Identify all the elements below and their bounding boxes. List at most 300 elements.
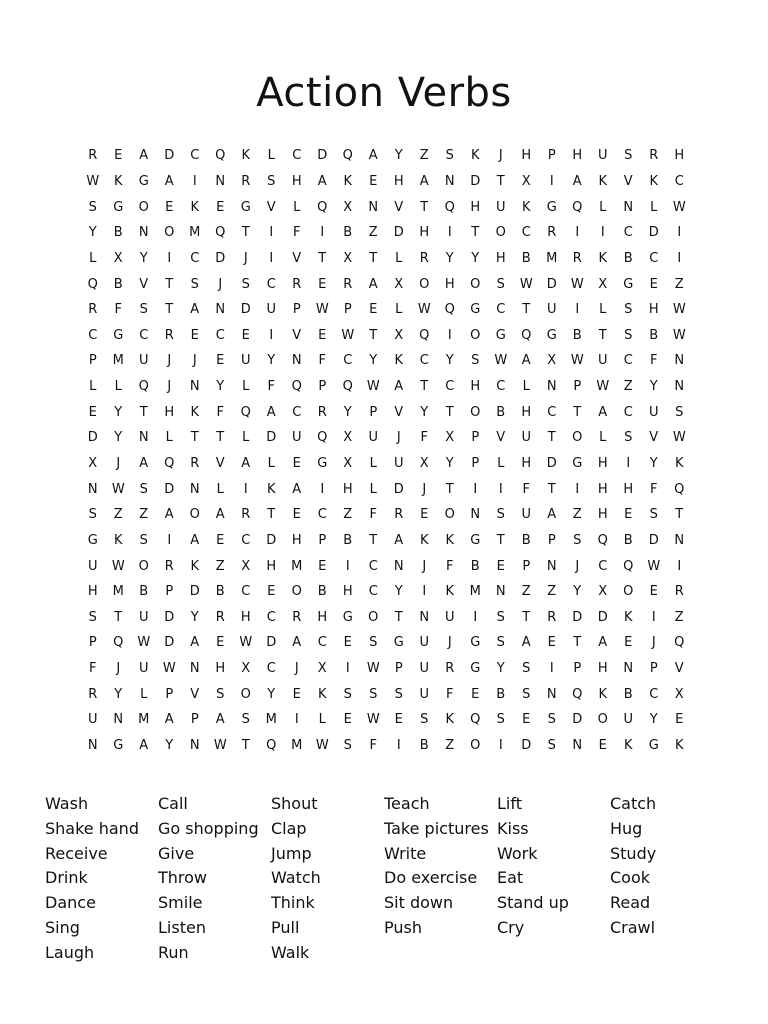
grid-letter[interactable]: T: [445, 404, 454, 420]
grid-letter[interactable]: J: [651, 635, 656, 651]
grid-letter[interactable]: I: [167, 250, 172, 266]
grid-letter[interactable]: R: [292, 276, 302, 292]
grid-letter[interactable]: W: [672, 302, 686, 318]
grid-letter[interactable]: E: [292, 507, 301, 523]
grid-letter[interactable]: R: [292, 609, 302, 625]
grid-letter[interactable]: K: [598, 686, 608, 702]
grid-letter[interactable]: F: [650, 353, 658, 369]
grid-letter[interactable]: X: [113, 250, 123, 266]
grid-letter[interactable]: Q: [444, 302, 455, 318]
grid-letter[interactable]: C: [88, 327, 98, 343]
grid-letter[interactable]: T: [573, 404, 582, 420]
grid-letter[interactable]: S: [88, 507, 97, 523]
grid-letter[interactable]: E: [649, 584, 658, 600]
grid-letter[interactable]: E: [318, 558, 327, 574]
grid-letter[interactable]: Z: [139, 507, 149, 523]
grid-letter[interactable]: V: [394, 199, 404, 215]
grid-letter[interactable]: Z: [572, 507, 582, 523]
grid-letter[interactable]: I: [192, 173, 197, 189]
grid-letter[interactable]: U: [240, 353, 251, 369]
grid-letter[interactable]: S: [343, 686, 352, 702]
grid-letter[interactable]: Y: [369, 353, 378, 369]
grid-letter[interactable]: Q: [87, 276, 98, 292]
grid-letter[interactable]: D: [164, 635, 175, 651]
grid-letter[interactable]: P: [547, 532, 556, 548]
grid-letter[interactable]: Q: [266, 738, 277, 754]
grid-letter[interactable]: H: [648, 302, 659, 318]
grid-letter[interactable]: E: [598, 738, 607, 754]
grid-letter[interactable]: S: [649, 507, 658, 523]
grid-letter[interactable]: D: [87, 430, 98, 446]
grid-letter[interactable]: L: [369, 481, 377, 497]
grid-letter[interactable]: S: [420, 712, 429, 728]
grid-letter[interactable]: I: [294, 712, 299, 728]
grid-letter[interactable]: H: [393, 173, 404, 189]
grid-letter[interactable]: T: [165, 276, 174, 292]
grid-letter[interactable]: E: [369, 302, 378, 318]
grid-letter[interactable]: M: [112, 353, 124, 369]
grid-letter[interactable]: C: [343, 353, 353, 369]
grid-letter[interactable]: Q: [215, 148, 226, 164]
grid-letter[interactable]: G: [138, 173, 149, 189]
grid-letter[interactable]: N: [674, 379, 685, 395]
grid-letter[interactable]: A: [521, 353, 531, 369]
grid-letter[interactable]: I: [167, 532, 172, 548]
grid-letter[interactable]: U: [419, 635, 429, 651]
grid-letter[interactable]: H: [470, 379, 481, 395]
grid-letter[interactable]: K: [445, 584, 455, 600]
grid-letter[interactable]: T: [496, 532, 505, 548]
grid-letter[interactable]: T: [675, 507, 684, 523]
grid-letter[interactable]: C: [241, 584, 251, 600]
grid-letter[interactable]: E: [624, 635, 633, 651]
grid-letter[interactable]: D: [317, 148, 328, 164]
grid-letter[interactable]: I: [651, 609, 656, 625]
grid-letter[interactable]: X: [521, 173, 531, 189]
grid-letter[interactable]: P: [318, 532, 327, 548]
grid-letter[interactable]: A: [521, 635, 531, 651]
grid-letter[interactable]: G: [113, 738, 124, 754]
grid-letter[interactable]: H: [291, 173, 302, 189]
grid-letter[interactable]: R: [572, 250, 582, 266]
grid-letter[interactable]: O: [419, 276, 430, 292]
grid-letter[interactable]: A: [139, 456, 149, 471]
grid-letter[interactable]: V: [649, 430, 659, 446]
grid-letter[interactable]: C: [521, 225, 531, 241]
grid-letter[interactable]: H: [215, 661, 226, 677]
grid-letter[interactable]: I: [498, 738, 503, 754]
grid-letter[interactable]: O: [368, 609, 379, 625]
grid-letter[interactable]: Q: [597, 532, 608, 548]
grid-letter[interactable]: T: [471, 225, 480, 241]
grid-letter[interactable]: F: [650, 481, 658, 497]
grid-letter[interactable]: Q: [342, 379, 353, 395]
grid-letter[interactable]: Z: [343, 507, 353, 523]
grid-letter[interactable]: I: [269, 327, 274, 343]
grid-letter[interactable]: H: [266, 558, 277, 574]
grid-letter[interactable]: V: [674, 661, 684, 677]
grid-letter[interactable]: I: [600, 225, 605, 241]
grid-letter[interactable]: M: [189, 225, 201, 241]
grid-letter[interactable]: E: [522, 712, 531, 728]
grid-letter[interactable]: L: [242, 379, 250, 395]
grid-letter[interactable]: V: [496, 430, 506, 446]
grid-letter[interactable]: H: [164, 404, 175, 420]
grid-letter[interactable]: W: [315, 302, 329, 318]
grid-letter[interactable]: M: [265, 712, 277, 728]
grid-letter[interactable]: V: [623, 173, 633, 189]
grid-letter[interactable]: Q: [240, 404, 251, 420]
grid-letter[interactable]: S: [471, 353, 480, 369]
grid-letter[interactable]: R: [445, 661, 455, 677]
grid-letter[interactable]: E: [649, 276, 658, 292]
grid-letter[interactable]: A: [598, 404, 608, 420]
grid-letter[interactable]: R: [394, 507, 404, 523]
grid-letter[interactable]: H: [87, 584, 98, 600]
grid-letter[interactable]: E: [216, 199, 225, 215]
grid-letter[interactable]: Y: [343, 404, 352, 420]
grid-letter[interactable]: M: [469, 584, 481, 600]
grid-letter[interactable]: S: [139, 532, 148, 548]
grid-letter[interactable]: T: [420, 199, 429, 215]
grid-letter[interactable]: V: [266, 199, 276, 215]
grid-letter[interactable]: N: [674, 532, 685, 548]
grid-letter[interactable]: L: [650, 199, 658, 215]
grid-letter[interactable]: S: [624, 327, 633, 343]
grid-letter[interactable]: C: [547, 404, 557, 420]
grid-letter[interactable]: H: [240, 609, 251, 625]
grid-letter[interactable]: N: [189, 481, 200, 497]
grid-letter[interactable]: L: [242, 430, 250, 446]
grid-letter[interactable]: A: [547, 507, 557, 523]
grid-letter[interactable]: N: [87, 481, 98, 497]
grid-letter[interactable]: K: [113, 173, 123, 189]
grid-letter[interactable]: Q: [113, 635, 124, 651]
grid-letter[interactable]: D: [215, 250, 226, 266]
grid-letter[interactable]: O: [597, 712, 608, 728]
grid-letter[interactable]: Y: [445, 250, 454, 266]
grid-letter[interactable]: A: [419, 173, 429, 189]
grid-letter[interactable]: I: [422, 584, 427, 600]
grid-letter[interactable]: B: [419, 738, 429, 754]
grid-letter[interactable]: X: [598, 584, 608, 600]
grid-letter[interactable]: W: [570, 353, 584, 369]
grid-letter[interactable]: B: [139, 584, 149, 600]
grid-letter[interactable]: J: [192, 353, 197, 369]
grid-letter[interactable]: L: [293, 199, 301, 215]
grid-letter[interactable]: A: [190, 302, 200, 318]
grid-letter[interactable]: T: [420, 379, 429, 395]
grid-letter[interactable]: V: [215, 456, 225, 471]
grid-letter[interactable]: L: [395, 302, 403, 318]
grid-letter[interactable]: P: [369, 404, 378, 420]
grid-letter[interactable]: A: [572, 173, 582, 189]
grid-letter[interactable]: P: [190, 712, 199, 728]
grid-letter[interactable]: L: [599, 430, 607, 446]
grid-letter[interactable]: A: [394, 532, 404, 548]
grid-letter[interactable]: F: [420, 430, 428, 446]
grid-letter[interactable]: A: [598, 635, 608, 651]
grid-letter[interactable]: X: [547, 353, 557, 369]
grid-letter[interactable]: Z: [623, 379, 633, 395]
grid-letter[interactable]: B: [215, 584, 225, 600]
grid-letter[interactable]: P: [88, 635, 97, 651]
grid-letter[interactable]: C: [623, 225, 633, 241]
grid-letter[interactable]: Y: [114, 430, 123, 446]
grid-letter[interactable]: C: [496, 302, 506, 318]
grid-letter[interactable]: R: [419, 250, 429, 266]
grid-letter[interactable]: L: [89, 379, 97, 395]
grid-letter[interactable]: I: [575, 225, 580, 241]
grid-letter[interactable]: B: [496, 686, 506, 702]
grid-letter[interactable]: Q: [317, 430, 328, 446]
grid-letter[interactable]: M: [138, 712, 150, 728]
grid-letter[interactable]: Y: [445, 456, 454, 471]
grid-letter[interactable]: I: [345, 558, 350, 574]
grid-letter[interactable]: I: [575, 481, 580, 497]
grid-letter[interactable]: B: [113, 276, 123, 292]
grid-letter[interactable]: N: [189, 379, 200, 395]
grid-letter[interactable]: O: [495, 225, 506, 241]
grid-letter[interactable]: D: [470, 173, 481, 189]
grid-letter[interactable]: Z: [419, 148, 429, 164]
grid-letter[interactable]: T: [241, 225, 250, 241]
grid-letter[interactable]: P: [318, 379, 327, 395]
grid-letter[interactable]: S: [369, 635, 378, 651]
grid-letter[interactable]: N: [138, 430, 149, 446]
grid-letter[interactable]: B: [623, 250, 633, 266]
grid-letter[interactable]: F: [293, 225, 301, 241]
grid-letter[interactable]: C: [317, 507, 327, 523]
grid-letter[interactable]: A: [139, 148, 149, 164]
grid-letter[interactable]: U: [138, 609, 149, 625]
grid-letter[interactable]: G: [113, 327, 124, 343]
grid-letter[interactable]: B: [649, 327, 659, 343]
grid-letter[interactable]: R: [241, 507, 251, 523]
grid-letter[interactable]: Y: [114, 686, 123, 702]
grid-letter[interactable]: P: [165, 686, 174, 702]
grid-letter[interactable]: N: [444, 173, 455, 189]
grid-letter[interactable]: U: [368, 430, 378, 446]
grid-letter[interactable]: U: [546, 302, 557, 318]
grid-letter[interactable]: O: [164, 225, 175, 241]
grid-letter[interactable]: N: [546, 379, 557, 395]
grid-letter[interactable]: U: [597, 353, 608, 369]
grid-letter[interactable]: Q: [674, 635, 685, 651]
grid-letter[interactable]: Q: [419, 327, 430, 343]
grid-letter[interactable]: G: [470, 302, 481, 318]
grid-letter[interactable]: N: [215, 302, 226, 318]
grid-letter[interactable]: T: [369, 532, 378, 548]
grid-letter[interactable]: D: [393, 481, 404, 497]
grid-letter[interactable]: P: [649, 661, 658, 677]
grid-letter[interactable]: Y: [496, 661, 505, 677]
grid-letter[interactable]: U: [648, 404, 659, 420]
grid-letter[interactable]: S: [547, 738, 556, 754]
grid-letter[interactable]: U: [87, 712, 98, 728]
grid-letter[interactable]: G: [470, 661, 481, 677]
grid-letter[interactable]: X: [598, 276, 608, 292]
grid-letter[interactable]: J: [575, 558, 580, 574]
grid-letter[interactable]: E: [292, 456, 301, 471]
grid-letter[interactable]: S: [343, 738, 352, 754]
grid-letter[interactable]: T: [139, 404, 148, 420]
grid-letter[interactable]: T: [114, 609, 123, 625]
grid-letter[interactable]: U: [266, 302, 276, 318]
grid-letter[interactable]: T: [165, 302, 174, 318]
grid-letter[interactable]: D: [572, 609, 583, 625]
grid-letter[interactable]: K: [113, 532, 123, 548]
grid-letter[interactable]: V: [394, 404, 404, 420]
grid-letter[interactable]: E: [114, 148, 123, 164]
grid-letter[interactable]: A: [368, 276, 378, 292]
grid-letter[interactable]: W: [213, 738, 227, 754]
grid-letter[interactable]: E: [471, 686, 480, 702]
grid-letter[interactable]: T: [190, 430, 199, 446]
grid-letter[interactable]: G: [546, 199, 557, 215]
grid-letter[interactable]: S: [216, 686, 225, 702]
grid-letter[interactable]: I: [677, 250, 682, 266]
grid-letter[interactable]: G: [470, 532, 481, 548]
grid-letter[interactable]: U: [87, 558, 98, 574]
grid-letter[interactable]: S: [547, 712, 556, 728]
grid-letter[interactable]: S: [267, 173, 276, 189]
grid-letter[interactable]: K: [317, 686, 327, 702]
grid-letter[interactable]: U: [623, 712, 633, 728]
grid-letter[interactable]: A: [215, 507, 225, 523]
grid-letter[interactable]: K: [190, 558, 200, 574]
grid-letter[interactable]: W: [315, 738, 329, 754]
grid-letter[interactable]: R: [215, 609, 225, 625]
grid-letter[interactable]: U: [393, 456, 404, 471]
grid-letter[interactable]: E: [216, 353, 225, 369]
grid-letter[interactable]: L: [599, 199, 607, 215]
grid-letter[interactable]: Q: [572, 686, 583, 702]
grid-letter[interactable]: X: [394, 276, 404, 292]
grid-letter[interactable]: N: [393, 558, 404, 574]
grid-letter[interactable]: F: [446, 558, 454, 574]
grid-letter[interactable]: G: [572, 456, 583, 471]
grid-letter[interactable]: I: [575, 302, 580, 318]
grid-letter[interactable]: J: [447, 635, 452, 651]
grid-letter[interactable]: O: [240, 686, 251, 702]
grid-letter[interactable]: H: [342, 481, 353, 497]
grid-letter[interactable]: C: [445, 379, 455, 395]
grid-letter[interactable]: H: [444, 276, 455, 292]
grid-letter[interactable]: H: [674, 148, 685, 164]
grid-letter[interactable]: B: [623, 532, 633, 548]
grid-letter[interactable]: F: [446, 686, 454, 702]
grid-letter[interactable]: Q: [138, 379, 149, 395]
grid-letter[interactable]: A: [394, 379, 404, 395]
grid-letter[interactable]: K: [521, 199, 531, 215]
grid-letter[interactable]: I: [549, 661, 554, 677]
grid-letter[interactable]: C: [190, 250, 200, 266]
grid-letter[interactable]: W: [672, 430, 686, 446]
grid-letter[interactable]: N: [623, 199, 634, 215]
grid-letter[interactable]: O: [444, 507, 455, 523]
grid-letter[interactable]: F: [267, 379, 275, 395]
grid-letter[interactable]: N: [470, 507, 481, 523]
grid-letter[interactable]: E: [496, 558, 505, 574]
grid-letter[interactable]: H: [470, 199, 481, 215]
grid-letter[interactable]: D: [266, 635, 277, 651]
grid-letter[interactable]: Z: [445, 738, 455, 754]
grid-letter[interactable]: Y: [88, 225, 97, 241]
grid-letter[interactable]: W: [570, 276, 584, 292]
grid-letter[interactable]: G: [87, 532, 98, 548]
grid-letter[interactable]: H: [521, 148, 532, 164]
grid-letter[interactable]: G: [113, 199, 124, 215]
grid-letter[interactable]: S: [496, 635, 505, 651]
grid-letter[interactable]: S: [139, 302, 148, 318]
grid-letter[interactable]: E: [343, 712, 352, 728]
grid-letter[interactable]: J: [294, 661, 299, 677]
grid-letter[interactable]: W: [647, 558, 661, 574]
grid-letter[interactable]: Y: [445, 353, 454, 369]
grid-letter[interactable]: S: [88, 199, 97, 215]
grid-letter[interactable]: S: [675, 404, 684, 420]
grid-letter[interactable]: K: [445, 712, 455, 728]
grid-letter[interactable]: X: [445, 430, 455, 446]
grid-letter[interactable]: V: [292, 250, 302, 266]
grid-letter[interactable]: B: [343, 532, 353, 548]
grid-letter[interactable]: L: [165, 430, 173, 446]
grid-letter[interactable]: Q: [623, 558, 634, 574]
grid-letter[interactable]: I: [473, 481, 478, 497]
grid-letter[interactable]: A: [241, 456, 251, 471]
grid-letter[interactable]: E: [343, 635, 352, 651]
grid-letter[interactable]: D: [521, 738, 532, 754]
grid-letter[interactable]: N: [546, 686, 557, 702]
grid-letter[interactable]: C: [674, 173, 684, 189]
grid-letter[interactable]: P: [343, 302, 352, 318]
grid-letter[interactable]: G: [623, 276, 634, 292]
grid-letter[interactable]: V: [190, 686, 200, 702]
grid-letter[interactable]: S: [88, 609, 97, 625]
grid-letter[interactable]: L: [395, 250, 403, 266]
grid-letter[interactable]: H: [572, 148, 583, 164]
grid-letter[interactable]: P: [471, 456, 480, 471]
grid-letter[interactable]: X: [88, 456, 98, 471]
grid-letter[interactable]: X: [317, 661, 327, 677]
grid-letter[interactable]: Q: [470, 712, 481, 728]
grid-letter[interactable]: S: [522, 686, 531, 702]
grid-letter[interactable]: X: [241, 661, 251, 677]
grid-letter[interactable]: S: [496, 609, 505, 625]
grid-letter[interactable]: Y: [471, 250, 480, 266]
grid-letter[interactable]: I: [498, 481, 503, 497]
grid-letter[interactable]: X: [343, 199, 353, 215]
grid-letter[interactable]: K: [598, 250, 608, 266]
grid-letter[interactable]: N: [495, 584, 506, 600]
grid-letter[interactable]: O: [138, 558, 149, 574]
grid-letter[interactable]: T: [369, 250, 378, 266]
grid-letter[interactable]: J: [167, 353, 172, 369]
grid-letter[interactable]: I: [396, 738, 401, 754]
grid-letter[interactable]: Q: [291, 379, 302, 395]
grid-letter[interactable]: O: [138, 199, 149, 215]
grid-letter[interactable]: W: [341, 327, 355, 343]
grid-letter[interactable]: A: [266, 404, 276, 420]
grid-letter[interactable]: X: [394, 327, 404, 343]
grid-letter[interactable]: R: [88, 148, 98, 164]
grid-letter[interactable]: C: [292, 404, 302, 420]
grid-letter[interactable]: S: [522, 661, 531, 677]
grid-letter[interactable]: S: [496, 507, 505, 523]
grid-letter[interactable]: J: [116, 456, 121, 471]
grid-letter[interactable]: L: [267, 456, 275, 471]
